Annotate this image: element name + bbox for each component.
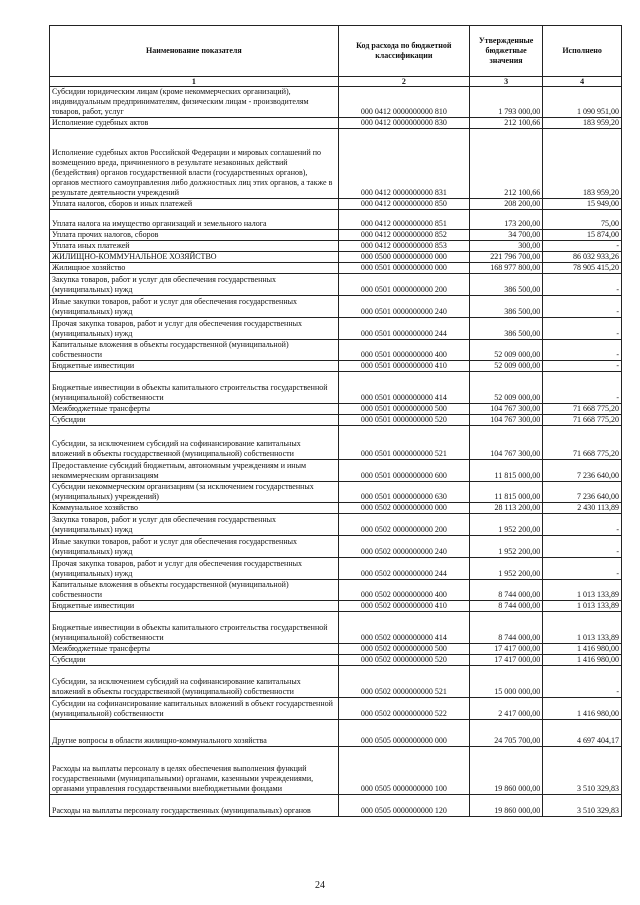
- row-executed: 3 510 329,83: [543, 747, 622, 795]
- row-name: Бюджетные инвестиции в объекты капитального строительства государственной (муниципальной) собственности: [50, 372, 339, 404]
- row-approved: 212 100,66: [469, 129, 542, 199]
- row-executed: -: [543, 296, 622, 318]
- row-code: 000 0501 0000000000 240: [338, 296, 469, 318]
- table-row: [50, 252, 622, 263]
- row-code: 000 0412 0000000000 852: [338, 230, 469, 241]
- row-executed: 183 959,20: [543, 129, 622, 199]
- row-code: 000 0502 0000000000 522: [338, 698, 469, 720]
- row-approved: 11 815 000,00: [469, 460, 542, 482]
- row-executed: 1 416 980,00: [543, 644, 622, 655]
- row-executed: -: [543, 318, 622, 340]
- row-code: 000 0505 0000000000 100: [338, 747, 469, 795]
- row-code: 000 0412 0000000000 830: [338, 118, 469, 129]
- row-name: Закупка товаров, работ и услуг для обеспечения государственных (муниципальных) нужд: [50, 514, 339, 536]
- row-code: 000 0501 0000000000 200: [338, 274, 469, 296]
- row-executed: 183 959,20: [543, 118, 622, 129]
- table-body: [50, 26, 622, 817]
- row-approved: 52 009 000,00: [469, 372, 542, 404]
- row-approved: 1 952 200,00: [469, 536, 542, 558]
- table-row: [50, 460, 622, 482]
- row-code: 000 0501 0000000000 244: [338, 318, 469, 340]
- row-approved: 1 952 200,00: [469, 514, 542, 536]
- table-row: [50, 210, 622, 230]
- row-approved: 386 500,00: [469, 274, 542, 296]
- table-row: [50, 263, 622, 274]
- row-name: Расходы на выплаты персоналу государственных (муниципальных) органов: [50, 795, 339, 817]
- row-code: 000 0412 0000000000 851: [338, 210, 469, 230]
- table-row: [50, 340, 622, 361]
- row-executed: -: [543, 536, 622, 558]
- row-executed: -: [543, 361, 622, 372]
- table-row: [50, 536, 622, 558]
- row-executed: 1 090 951,00: [543, 87, 622, 118]
- row-executed: 1 416 980,00: [543, 698, 622, 720]
- row-executed: 75,00: [543, 210, 622, 230]
- column-number-1: 1: [50, 77, 339, 87]
- row-executed: 71 668 775,20: [543, 415, 622, 426]
- row-executed: -: [543, 241, 622, 252]
- table-row: [50, 361, 622, 372]
- row-approved: 17 417 000,00: [469, 644, 542, 655]
- row-executed: 86 032 933,26: [543, 252, 622, 263]
- table-row: [50, 87, 622, 118]
- row-approved: 28 113 200,00: [469, 503, 542, 514]
- header-name: Наименование показателя: [50, 26, 339, 77]
- row-name: Межбюджетные трансферты: [50, 644, 339, 655]
- row-approved: 24 705 700,00: [469, 720, 542, 747]
- row-code: 000 0501 0000000000 400: [338, 340, 469, 361]
- row-name: Прочая закупка товаров, работ и услуг для обеспечения государственных (муниципальных) нужд: [50, 558, 339, 580]
- row-name: Бюджетные инвестиции в объекты капитального строительства государственной (муниципальной) собственности: [50, 612, 339, 644]
- row-code: 000 0502 0000000000 521: [338, 666, 469, 698]
- row-name: Субсидии, за исключением субсидий на софинансирование капитальных вложений в объекты государственной (муниципальной) собственности: [50, 666, 339, 698]
- row-code: 000 0412 0000000000 810: [338, 87, 469, 118]
- row-name: Исполнение судебных актов Российской Федерации и мировых соглашений по возмещению вреда, причиненного в результате незаконных действий (бездействия) органов государственной власти (государственных органов), органов местного самоуправления либо должностных лиц этих органов, а также в результате деятельности учреждений: [50, 129, 339, 199]
- row-name: Субсидии, за исключением субсидий на софинансирование капитальных вложений в объекты государственной (муниципальной) собственности: [50, 426, 339, 460]
- row-executed: -: [543, 666, 622, 698]
- row-approved: 386 500,00: [469, 318, 542, 340]
- row-executed: -: [543, 274, 622, 296]
- row-code: 000 0412 0000000000 831: [338, 129, 469, 199]
- row-approved: 19 860 000,00: [469, 747, 542, 795]
- row-code: 000 0502 0000000000 520: [338, 655, 469, 666]
- table-row: [50, 241, 622, 252]
- table-row: [50, 404, 622, 415]
- row-executed: 15 949,00: [543, 199, 622, 210]
- table-row: [50, 655, 622, 666]
- row-code: 000 0412 0000000000 853: [338, 241, 469, 252]
- row-approved: 11 815 000,00: [469, 482, 542, 503]
- table-row: [50, 296, 622, 318]
- row-code: 000 0502 0000000000 244: [338, 558, 469, 580]
- row-code: 000 0502 0000000000 410: [338, 601, 469, 612]
- row-code: 000 0501 0000000000 410: [338, 361, 469, 372]
- table-row: [50, 426, 622, 460]
- row-executed: 7 236 640,00: [543, 482, 622, 503]
- row-name: Расходы на выплаты персоналу в целях обеспечения выполнения функций государственными (муниципальными) органами, казенными учреждениями, органами управления государственными внебюджетными фондами: [50, 747, 339, 795]
- row-code: 000 0505 0000000000 000: [338, 720, 469, 747]
- row-name: Субсидии юридическим лицам (кроме некоммерческих организаций), индивидуальным предпринимателям, физическим лицам - производителям товаров, работ, услуг: [50, 87, 339, 118]
- row-code: 000 0502 0000000000 240: [338, 536, 469, 558]
- row-name: Субсидии: [50, 415, 339, 426]
- column-number-2: 2: [338, 77, 469, 87]
- header-approved: Утвержденные бюджетные значения: [469, 26, 542, 77]
- row-name: Капитальные вложения в объекты государственной (муниципальной) собственности: [50, 340, 339, 361]
- table-row: [50, 372, 622, 404]
- row-executed: 1 013 133,89: [543, 612, 622, 644]
- row-code: 000 0501 0000000000 630: [338, 482, 469, 503]
- table-row: [50, 612, 622, 644]
- row-code: 000 0501 0000000000 520: [338, 415, 469, 426]
- row-approved: 34 700,00: [469, 230, 542, 241]
- table-row: [50, 698, 622, 720]
- row-approved: 2 417 000,00: [469, 698, 542, 720]
- row-executed: -: [543, 372, 622, 404]
- row-executed: -: [543, 340, 622, 361]
- table-row: [50, 318, 622, 340]
- row-executed: 78 905 415,20: [543, 263, 622, 274]
- table-row: [50, 230, 622, 241]
- row-name: Предоставление субсидий бюджетным, автономным учреждениям и иным некоммерческим организациям: [50, 460, 339, 482]
- row-executed: -: [543, 514, 622, 536]
- header-code: Код расхода по бюджетной классификации: [338, 26, 469, 77]
- row-approved: 300,00: [469, 241, 542, 252]
- table-row: [50, 129, 622, 199]
- budget-report-page: [49, 25, 622, 817]
- row-code: 000 0501 0000000000 000: [338, 263, 469, 274]
- row-approved: 386 500,00: [469, 296, 542, 318]
- row-name: Уплата иных платежей: [50, 241, 339, 252]
- row-approved: 221 796 700,00: [469, 252, 542, 263]
- column-number-row: [50, 77, 622, 87]
- row-executed: 3 510 329,83: [543, 795, 622, 817]
- table-row: [50, 503, 622, 514]
- row-executed: 1 013 133,89: [543, 601, 622, 612]
- row-executed: -: [543, 558, 622, 580]
- row-executed: 71 668 775,20: [543, 404, 622, 415]
- row-name: Закупка товаров, работ и услуг для обеспечения государственных (муниципальных) нужд: [50, 274, 339, 296]
- row-executed: 7 236 640,00: [543, 460, 622, 482]
- row-approved: 173 200,00: [469, 210, 542, 230]
- header-row: [50, 26, 622, 77]
- row-name: Другие вопросы в области жилищно-коммунального хозяйства: [50, 720, 339, 747]
- row-approved: 52 009 000,00: [469, 361, 542, 372]
- row-name: Иные закупки товаров, работ и услуг для обеспечения государственных (муниципальных) нужд: [50, 536, 339, 558]
- table-row: [50, 720, 622, 747]
- table-row: [50, 415, 622, 426]
- row-code: 000 0502 0000000000 000: [338, 503, 469, 514]
- header-executed: Исполнено: [543, 26, 622, 77]
- table-row: [50, 601, 622, 612]
- row-executed: 2 430 113,89: [543, 503, 622, 514]
- row-code: 000 0502 0000000000 200: [338, 514, 469, 536]
- table-row: [50, 482, 622, 503]
- row-name: Субсидии: [50, 655, 339, 666]
- table-row: [50, 558, 622, 580]
- row-name: Межбюджетные трансферты: [50, 404, 339, 415]
- row-code: 000 0505 0000000000 120: [338, 795, 469, 817]
- row-approved: 212 100,66: [469, 118, 542, 129]
- row-executed: 1 416 980,00: [543, 655, 622, 666]
- row-approved: 208 200,00: [469, 199, 542, 210]
- row-executed: 1 013 133,89: [543, 580, 622, 601]
- row-name: Жилищное хозяйство: [50, 263, 339, 274]
- row-name: Коммунальное хозяйство: [50, 503, 339, 514]
- row-approved: 15 000 000,00: [469, 666, 542, 698]
- table-row: [50, 666, 622, 698]
- row-code: 000 0500 0000000000 000: [338, 252, 469, 263]
- row-name: Бюджетные инвестиции: [50, 601, 339, 612]
- row-code: 000 0502 0000000000 400: [338, 580, 469, 601]
- table-row: [50, 514, 622, 536]
- row-name: Уплата налога на имущество организаций и земельного налога: [50, 210, 339, 230]
- table-row: [50, 274, 622, 296]
- row-approved: 8 744 000,00: [469, 601, 542, 612]
- row-approved: 104 767 300,00: [469, 426, 542, 460]
- page-number: 24: [315, 880, 325, 891]
- row-approved: 104 767 300,00: [469, 415, 542, 426]
- table-row: [50, 795, 622, 817]
- row-approved: 19 860 000,00: [469, 795, 542, 817]
- table-row: [50, 199, 622, 210]
- row-approved: 104 767 300,00: [469, 404, 542, 415]
- table-row: [50, 644, 622, 655]
- row-code: 000 0501 0000000000 521: [338, 426, 469, 460]
- row-approved: 168 977 800,00: [469, 263, 542, 274]
- row-name: Субсидии некоммерческим организациям (за исключением государственных (муниципальных) учреждений): [50, 482, 339, 503]
- row-approved: 8 744 000,00: [469, 580, 542, 601]
- row-name: Исполнение судебных актов: [50, 118, 339, 129]
- table-row: [50, 747, 622, 795]
- row-name: Субсидии на софинансирование капитальных вложений в объект государственной (муниципальной) собственности: [50, 698, 339, 720]
- row-approved: 17 417 000,00: [469, 655, 542, 666]
- row-code: 000 0412 0000000000 850: [338, 199, 469, 210]
- row-code: 000 0501 0000000000 600: [338, 460, 469, 482]
- column-number-4: 4: [543, 77, 622, 87]
- row-name: Уплата прочих налогов, сборов: [50, 230, 339, 241]
- row-approved: 8 744 000,00: [469, 612, 542, 644]
- row-name: Бюджетные инвестиции: [50, 361, 339, 372]
- budget-execution-table: [49, 25, 622, 817]
- row-executed: 71 668 775,20: [543, 426, 622, 460]
- row-approved: 52 009 000,00: [469, 340, 542, 361]
- row-code: 000 0501 0000000000 414: [338, 372, 469, 404]
- row-name: Иные закупки товаров, работ и услуг для обеспечения государственных (муниципальных) нужд: [50, 296, 339, 318]
- column-number-3: 3: [469, 77, 542, 87]
- table-row: [50, 580, 622, 601]
- row-code: 000 0502 0000000000 414: [338, 612, 469, 644]
- row-code: 000 0501 0000000000 500: [338, 404, 469, 415]
- row-code: 000 0502 0000000000 500: [338, 644, 469, 655]
- row-name: ЖИЛИЩНО-КОММУНАЛЬНОЕ ХОЗЯЙСТВО: [50, 252, 339, 263]
- table-row: [50, 118, 622, 129]
- row-executed: 15 874,00: [543, 230, 622, 241]
- row-executed: 4 697 404,17: [543, 720, 622, 747]
- row-name: Прочая закупка товаров, работ и услуг для обеспечения государственных (муниципальных) нужд: [50, 318, 339, 340]
- row-approved: 1 793 000,00: [469, 87, 542, 118]
- row-approved: 1 952 200,00: [469, 558, 542, 580]
- row-name: Капитальные вложения в объекты государственной (муниципальной) собственности: [50, 580, 339, 601]
- row-name: Уплата налогов, сборов и иных платежей: [50, 199, 339, 210]
